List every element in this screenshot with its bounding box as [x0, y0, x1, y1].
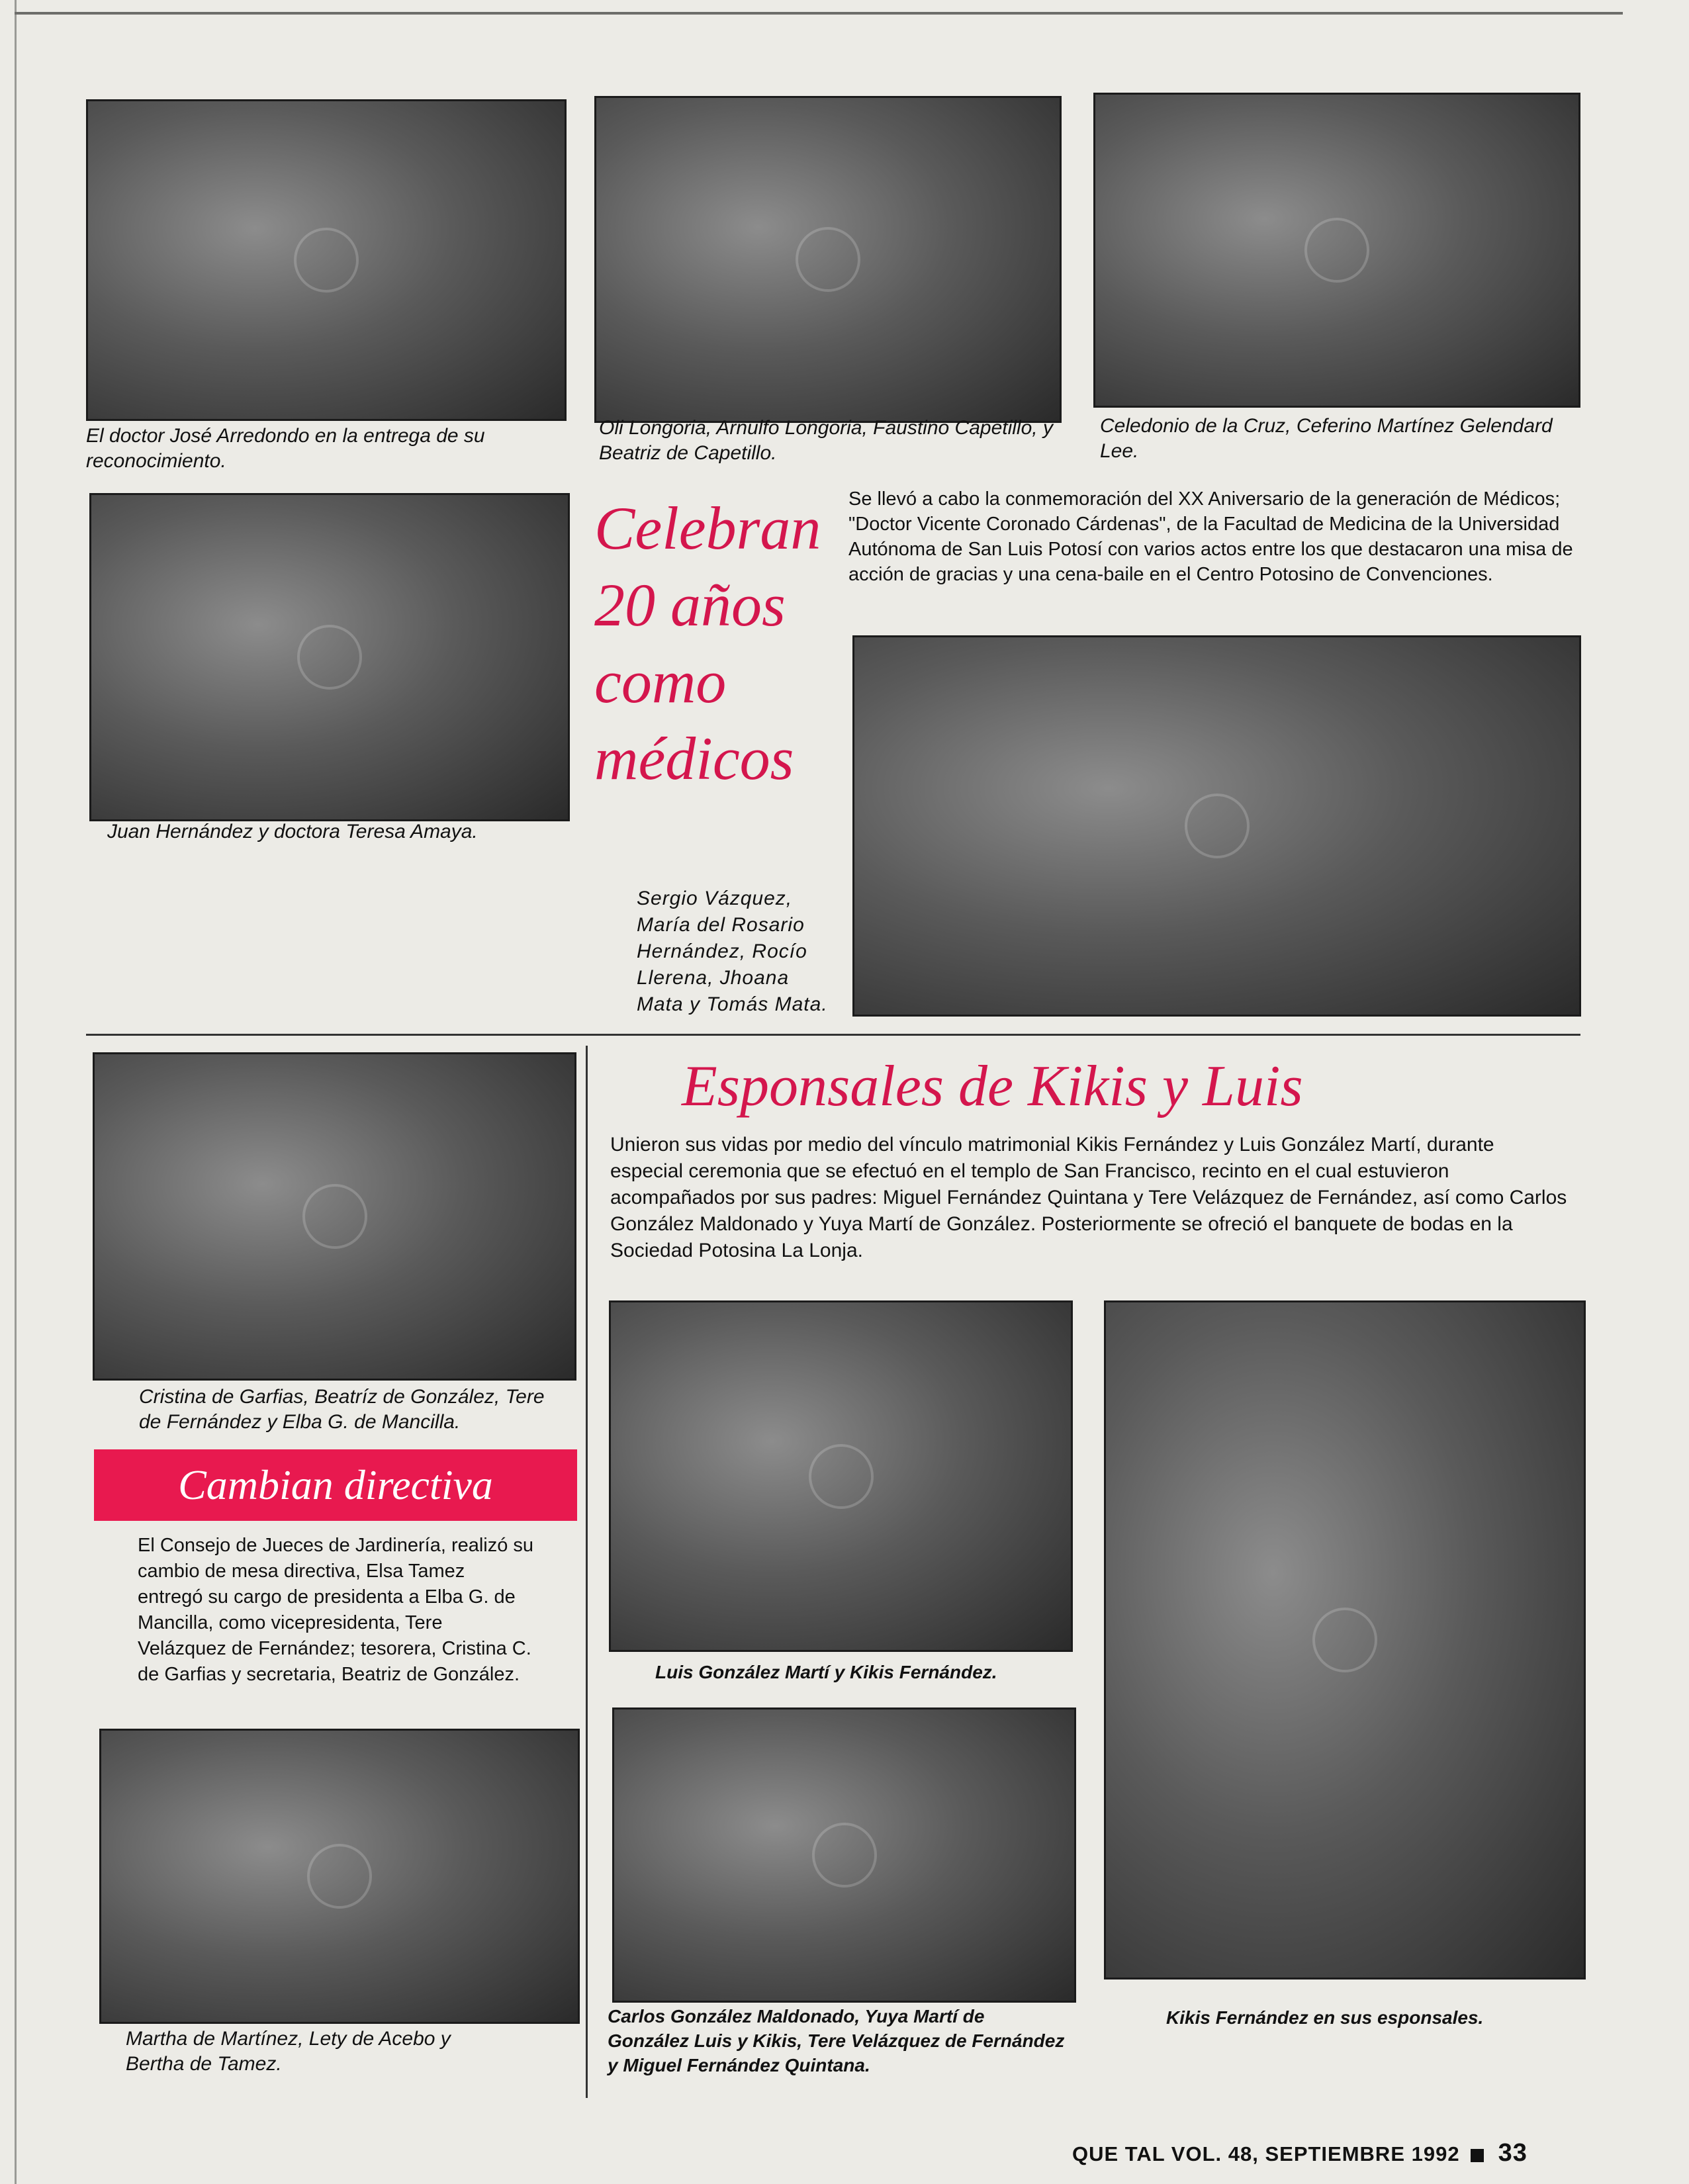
caption-family: Carlos González Maldonado, Yuya Martí de González Luis y Kikis, Tere Velázquez de Fernández y Miguel Fernández Quintana. — [608, 2006, 1065, 2075]
photo-hernandez-amaya — [89, 493, 570, 821]
photo-longoria-capetillo — [594, 96, 1062, 423]
column-divider — [586, 1046, 588, 2098]
section-divider — [86, 1034, 1580, 1036]
photo-bride — [1104, 1300, 1586, 1979]
photo-vazquez-mata — [852, 635, 1581, 1017]
article2-body: Unieron sus vidas por medio del vínculo matrimonial Kikis Fernández y Luis González Martí, durante especial ceremonia que se efectuó en el templo de San Francisco, recinto en el cual estuvieron acompañados por sus padres: Miguel Fernández Quintana y Tere Velázquez de Fernández, así como Carlos González Maldonado y Yuya Martí de González. Posteriormente se ofreció el banquete de bodas en la Sociedad Potosina La Lonja. — [610, 1134, 1567, 1261]
top-rule — [15, 12, 1623, 15]
headline-line: como — [594, 648, 727, 715]
headline-esponsales: Esponsales de Kikis y Luis — [682, 1054, 1303, 1118]
caption-delacruz: Celedonio de la Cruz, Ceferino Martínez Gelendard Lee. — [1100, 415, 1553, 462]
square-bullet-icon — [1471, 2149, 1484, 2162]
page-footer — [1072, 2139, 1528, 2167]
caption-martinez-acebo-tamez: Martha de Martínez, Lety de Acebo y Bertha de Tamez. — [126, 2028, 451, 2075]
caption-arredondo: El doctor José Arredondo en la entrega de su reconocimiento. — [86, 425, 485, 472]
photo-garfias-group — [93, 1052, 576, 1381]
caption-hernandez-amaya: Juan Hernández y doctora Teresa Amaya. — [107, 821, 478, 842]
photo-delacruz — [1093, 93, 1580, 408]
caption-vazquez-mata: Sergio Vázquez, María del Rosario Hernández, Rocío Llerena, Jhoana Mata y Tomás Mata. — [637, 887, 828, 1015]
headline-line: Celebran — [594, 494, 821, 562]
caption-bride: Kikis Fernández en sus esponsales. — [1166, 2007, 1484, 2028]
photo-martinez-acebo-tamez — [99, 1729, 580, 2024]
caption-longoria-capetillo: Oli Longoria, Arnulfo Longoria, Faustino Capetillo, y Beatriz de Capetillo. — [599, 417, 1053, 464]
photo-arredondo — [86, 99, 567, 421]
photo-couple — [609, 1300, 1073, 1652]
caption-garfias-group: Cristina de Garfias, Beatríz de González, Tere de Fernández y Elba G. de Mancilla. — [139, 1386, 545, 1433]
banner-cambian-directiva: Cambian directiva — [94, 1449, 577, 1521]
photo-family — [612, 1707, 1076, 2003]
headline-line: 20 años — [594, 571, 786, 639]
footer-label: QUE TAL VOL. 48, SEPTIEMBRE 1992 — [1072, 2142, 1460, 2165]
page-number: 33 — [1498, 2139, 1528, 2167]
caption-couple: Luis González Martí y Kikis Fernández. — [655, 1662, 997, 1682]
headline-celebran — [594, 490, 821, 797]
article3-body: El Consejo de Jueces de Jardinería, realizó su cambio de mesa directiva, Elsa Tamez entregó su cargo de presidenta a Elba G. de Mancilla, como vicepresidenta, Tere Velázquez de Fernández; tesorera, Cristina C. de Garfias y secretaria, Beatriz de González. — [138, 1535, 534, 1685]
headline-line: médicos — [594, 725, 794, 792]
article1-body: Se llevó a cabo la conmemoración del XX Aniversario de la generación de Médicos; "Doctor Vicente Coronado Cárdenas", de la Facultad de Medicina de la Universidad Autónoma de San Luis Potosí con varios actos entre los que destacaron una misa de acción de gracias y una cena-baile en el Centro Potosino de Convenciones. — [848, 488, 1573, 585]
